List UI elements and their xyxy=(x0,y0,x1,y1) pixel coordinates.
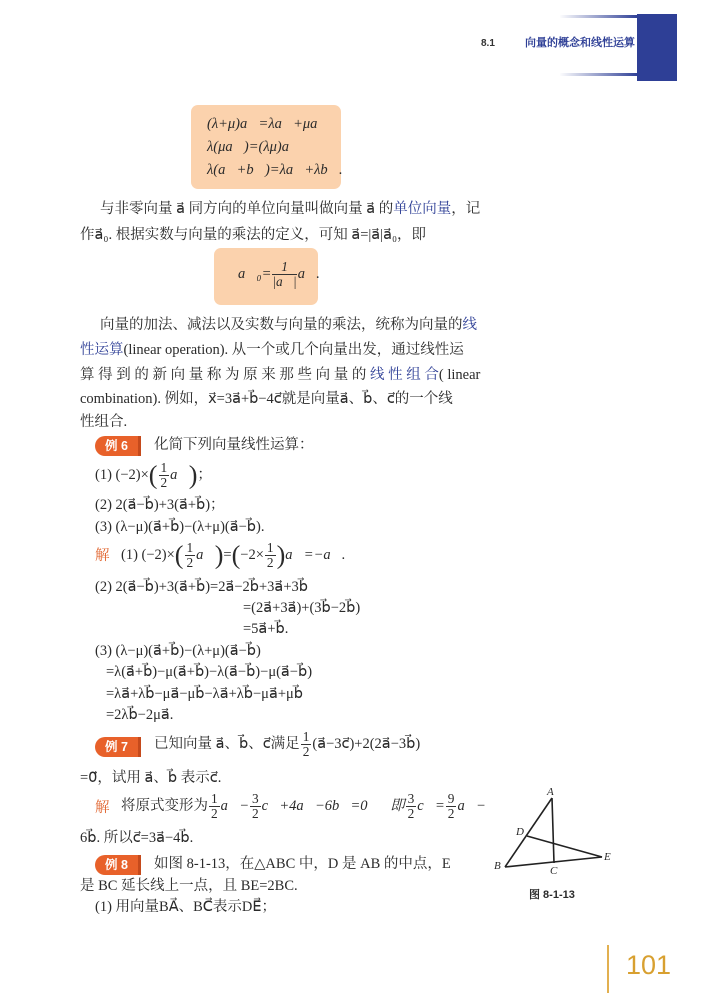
question-3: (3) (λ−μ)(a⃗+b⃗)−(λ+μ)(a⃗−b⃗). xyxy=(95,519,265,535)
section-title: 向量的概念和线性运算 xyxy=(525,37,635,49)
term-unit-vector: 单位向量 xyxy=(393,201,452,217)
text: 已知向量 a⃗、b⃗、c⃗满足 xyxy=(154,735,300,752)
text: (1) (−2)× xyxy=(95,466,149,483)
example-7-solution-line: 6b⃗. 所以c⃗=3a⃗−4b⃗. xyxy=(80,830,194,846)
fraction xyxy=(159,461,170,490)
numerator: 1 xyxy=(302,729,310,744)
paragraph-line: combination). 例如，x⃗=3a⃗+b⃗−4c⃗就是向量a⃗、b⃗、c⃗的一个线 xyxy=(80,391,453,407)
point-b-label: B xyxy=(494,860,501,872)
text: 向量的加法、减法以及实数与向量的乘法，统称为向量的 xyxy=(100,317,463,333)
solution-label: 解 xyxy=(95,548,110,564)
text: c⃗+4a⃗−6b⃗=0⃗，即 xyxy=(261,797,405,814)
solution-3-line: =λ(a⃗+b⃗)−μ(a⃗+b⃗)−λ(a⃗−b⃗)−μ(a⃗−b⃗) xyxy=(106,664,313,680)
text: 与非零向量 a⃗ 同方向的单位向量叫做向量 a⃗ 的 xyxy=(100,201,394,217)
fraction xyxy=(272,260,296,289)
example-8-prompt-line: 是 BC 延长线上一点，且 BE=2BC. xyxy=(80,878,298,894)
page-number-divider xyxy=(607,945,609,993)
text: 将原式变形为 xyxy=(121,797,208,814)
text: a⃗=−a⃗. xyxy=(285,546,346,563)
numerator: 1 xyxy=(211,791,218,806)
denominator: 2 xyxy=(211,806,218,821)
text: ，记 xyxy=(451,201,481,217)
denominator: 2 xyxy=(266,555,274,570)
law-line: (λ+μ)a⃗=λa⃗+μa⃗； xyxy=(207,116,340,132)
header-blue-block xyxy=(637,14,677,81)
example-8-prompt: 如图 8-1-13，在△ABC 中，D 是 AB 的中点，E xyxy=(154,856,451,872)
solution-2-line: (2) 2(a⃗−b⃗)+3(a⃗+b⃗)=2a⃗−2b⃗+3a⃗+3b⃗ xyxy=(95,579,308,595)
numerator: 1 xyxy=(266,540,274,555)
example-8-badge: 例 8 xyxy=(95,855,138,875)
text: ( linear xyxy=(438,367,481,383)
fraction xyxy=(250,792,261,821)
fraction xyxy=(185,541,196,570)
point-d-label: D xyxy=(516,826,524,838)
paragraph-line xyxy=(80,367,480,384)
fraction xyxy=(446,792,457,821)
fraction xyxy=(209,792,220,821)
segment-ba xyxy=(505,798,552,867)
point-e-label: E xyxy=(604,851,611,863)
triangle-figure xyxy=(480,780,640,880)
example-7-solution xyxy=(121,792,486,821)
text: a⃗ xyxy=(170,466,189,483)
text: −2× xyxy=(240,546,264,563)
denominator: 2 xyxy=(302,744,310,759)
example-7-prompt-line: =0⃗，试用 a⃗、b⃗ 表示c⃗. xyxy=(80,770,222,786)
law-line: λ(μa⃗)=(λμ)a⃗； xyxy=(207,139,312,155)
denominator: 2 xyxy=(407,806,415,821)
example-6-badge: 例 6 xyxy=(95,436,138,456)
example-8-question-1: (1) 用向量BA⃗、BC⃗表示DE⃗； xyxy=(95,899,277,915)
term-linear-operation: 线 xyxy=(462,317,477,333)
numerator: 3 xyxy=(407,791,415,806)
point-a-label: A xyxy=(547,786,554,798)
paragraph-line xyxy=(100,201,480,218)
denominator: |a⃗| xyxy=(272,274,297,289)
text: a⃗₀= xyxy=(238,265,272,282)
solution-3-line: =λa⃗+λb⃗−μa⃗−μb⃗−λa⃗+λb⃗−μa⃗+μb⃗ xyxy=(106,686,303,702)
paragraph-line: 性组合. xyxy=(80,414,128,430)
section-number: 8.1 xyxy=(481,38,495,49)
numerator: 9 xyxy=(447,791,455,806)
numerator: 1 xyxy=(186,540,194,555)
text: (a⃗−3c⃗)+2(2a⃗−3b⃗) xyxy=(312,735,421,752)
paragraph-line xyxy=(100,317,477,334)
text: (linear operation). 从一个或几个向量出发，通过线性运 xyxy=(123,342,464,358)
term-linear-operation: 性运算 xyxy=(80,342,124,358)
denominator: 2 xyxy=(447,806,455,821)
text: a⃗ xyxy=(196,546,215,563)
question-1: (1) (−2)×( $\frac{1}{2}$ a⃗)； xyxy=(95,460,212,490)
denominator: 2 xyxy=(252,806,259,821)
paragraph-line: 作a⃗₀. 根据实数与向量的乘法的定义，可知 a⃗=|a⃗|a⃗₀，即 xyxy=(80,227,427,243)
term-linear-combination: 线 性 组 合 xyxy=(370,367,439,383)
solution-label: 解 xyxy=(95,800,110,816)
solution-2-line: =5a⃗+b⃗. xyxy=(243,621,289,637)
page-number: 101 xyxy=(626,950,672,980)
question-2: (2) 2(a⃗−b⃗)+3(a⃗+b⃗)； xyxy=(95,497,225,513)
denominator: 2 xyxy=(186,555,194,570)
numerator: 1 xyxy=(272,260,296,275)
example-7-badge: 例 7 xyxy=(95,737,138,757)
text: = xyxy=(223,546,232,563)
solution-3-line: (3) (λ−μ)(a⃗+b⃗)−(λ+μ)(a⃗−b⃗) xyxy=(95,643,261,659)
example-6-prompt: 化简下列向量线性运算： xyxy=(154,437,314,453)
solution-3-line: =2λb⃗−2μa⃗. xyxy=(106,707,174,723)
example-7-prompt xyxy=(154,730,420,759)
text: ； xyxy=(197,466,212,483)
figure-caption: 图 8-1-13 xyxy=(529,889,575,901)
text: a⃗. xyxy=(297,265,320,282)
text: a⃗− xyxy=(457,797,486,814)
point-c-label: C xyxy=(550,865,558,877)
unit-vector-formula xyxy=(238,260,320,289)
text: 算 得 到 的 新 向 量 称 为 原 来 那 些 向 量 的 xyxy=(80,367,370,383)
numerator: 1 xyxy=(160,460,168,475)
fraction xyxy=(301,730,312,759)
text: c⃗= xyxy=(417,797,445,814)
segment-de xyxy=(527,836,602,857)
paragraph-line xyxy=(80,342,464,359)
segment-ac xyxy=(552,798,554,863)
denominator: 2 xyxy=(160,475,168,490)
solution-2-line: =(2a⃗+3a⃗)+(3b⃗−2b⃗) xyxy=(243,600,361,616)
law-line: λ(a⃗+b⃗)=λa⃗+λb⃗. xyxy=(207,162,343,178)
fraction xyxy=(406,792,417,821)
text: (1) (−2)× xyxy=(121,546,175,563)
numerator: 3 xyxy=(252,791,259,806)
text: a⃗− xyxy=(220,797,249,814)
solution-1: (1) (−2)×( $\frac{1}{2}$ a⃗)=(−2× $\frac{1}{2}$ )a⃗=−a⃗. xyxy=(121,540,346,570)
fraction xyxy=(265,541,276,570)
